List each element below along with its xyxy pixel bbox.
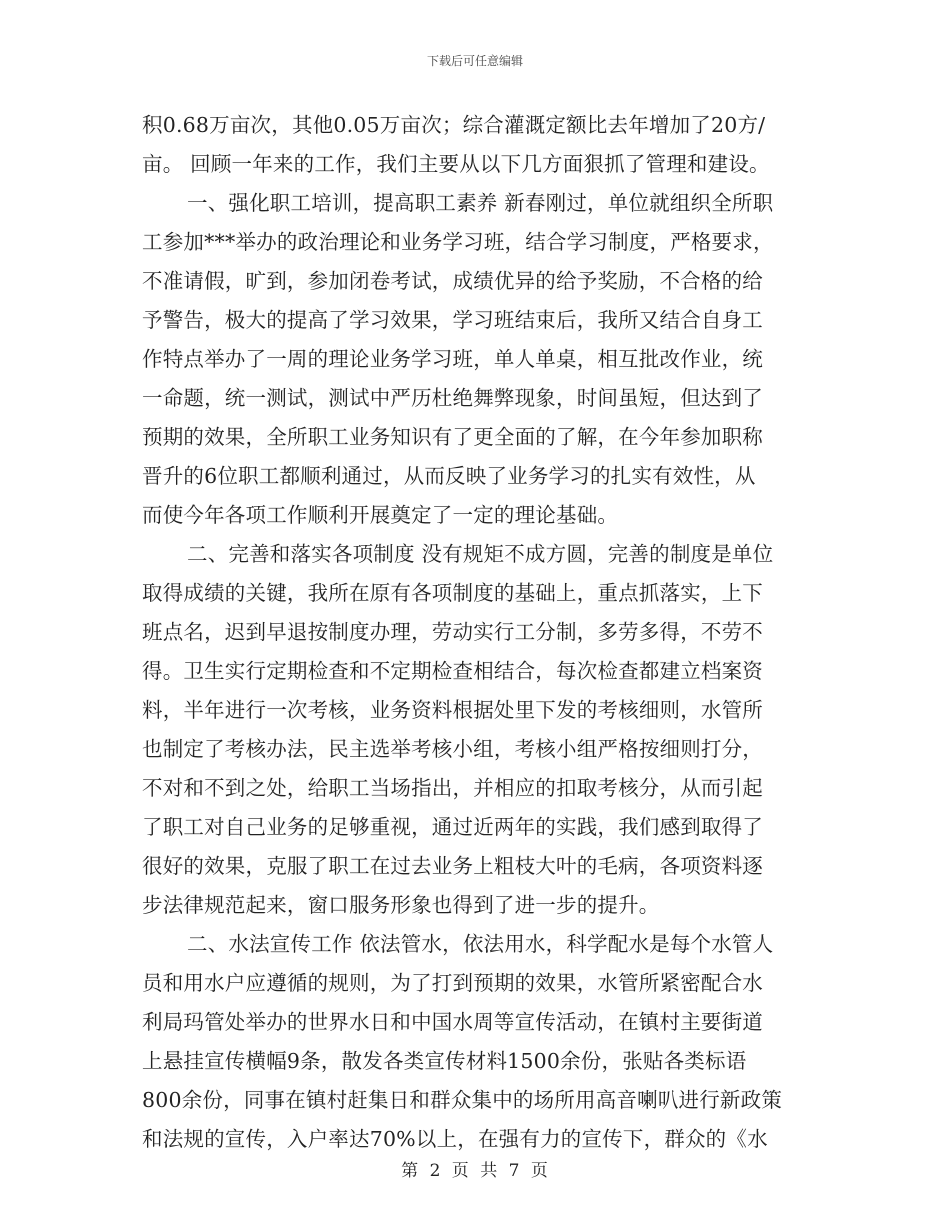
footer-di: 第: [401, 1161, 420, 1181]
text-line: 一命题，统一测试，测试中严历杜绝舞弊现象，时间虽短，但达到了: [142, 386, 763, 410]
footer-page-number: 2: [429, 1161, 442, 1181]
text-line: 得。卫生实行定期检查和不定期检查相结合，每次检查都建立档案资: [142, 659, 763, 683]
text-line: 而使今年各项工作顺利开展奠定了一定的理论基础。: [142, 503, 619, 527]
text-line: 预期的效果，全所职工业务知识有了更全面的了解，在今年参加职称: [142, 425, 763, 449]
footer-ye2: 页: [530, 1161, 549, 1181]
section-heading-line: 一、强化职工培训，提高职工素养 新春刚过，单位就组织全所职: [187, 191, 774, 215]
text-line: 予警告，极大的提高了学习效果，学习班结束后，我所又结合自身工: [142, 308, 763, 332]
text-line: 料，半年进行一次考核，业务资料根据处里下发的考核细则，水管所: [142, 698, 763, 722]
text-line: 工参加***举办的政治理论和业务学习班，结合学习制度，严格要求，: [142, 230, 774, 254]
footer-gong: 共: [480, 1161, 499, 1181]
text-line: 不准请假，旷到，参加闭卷考试，成绩优异的给予奖励，不合格的给: [142, 269, 763, 293]
page-footer: [0, 1156, 950, 1181]
footer-total-pages: 7: [508, 1161, 521, 1181]
text-line: 不对和不到之处，给职工当场指出，并相应的扣取考核分，从而引起: [142, 776, 763, 800]
section-heading-line: 二、完善和落实各项制度 没有规矩不成方圆，完善的制度是单位: [187, 542, 774, 566]
text-line: 班点名，迟到早退按制度办理，劳动实行工分制，多劳多得，不劳不: [142, 620, 763, 644]
text-line: 作特点举办了一周的理论业务学习班，单人单桌，相互批改作业，统: [142, 347, 763, 371]
page-header-note: 下载后可任意编辑: [426, 54, 523, 68]
section-heading-line: 二、水法宣传工作 依法管水，依法用水，科学配水是每个水管人: [187, 932, 774, 956]
text-line: 积0.68万亩次，其他0.05万亩次；综合灌溉定额比去年增加了20方/: [142, 113, 766, 137]
text-line: 亩。 回顾一年来的工作，我们主要从以下几方面狠抓了管理和建设。: [142, 152, 770, 176]
text-line: 员和用水户应遵循的规则，为了打到预期的效果，水管所紧密配合水: [142, 971, 763, 995]
text-line: 也制定了考核办法，民主选举考核小组，考核小组严格按细则打分，: [142, 737, 763, 761]
footer-ye: 页: [451, 1161, 470, 1181]
text-line: 上悬挂宣传横幅9条，散发各类宣传材料1500余份，张贴各类标语: [142, 1049, 747, 1073]
text-line: 取得成绩的关键，我所在原有各项制度的基础上，重点抓落实，上下: [142, 581, 763, 605]
text-line: 800余份，同事在镇村赶集日和群众集中的场所用高音喇叭进行新政策: [142, 1088, 783, 1112]
text-line: 了职工对自己业务的足够重视，通过近两年的实践，我们感到取得了: [142, 815, 763, 839]
text-line: 和法规的宣传，入户率达70%以上，在强有力的宣传下，群众的《水: [142, 1127, 768, 1151]
text-line: 晋升的6位职工都顺利通过，从而反映了业务学习的扎实有效性，从: [142, 464, 756, 488]
text-line: 利局玛管处举办的世界水日和中国水周等宣传活动，在镇村主要街道: [142, 1010, 763, 1034]
document-body: [142, 106, 808, 1159]
text-line: 很好的效果，克服了职工在过去业务上粗枝大叶的毛病，各项资料逐: [142, 854, 763, 878]
text-line: 步法律规范起来，窗口服务形象也得到了进一步的提升。: [142, 893, 660, 917]
